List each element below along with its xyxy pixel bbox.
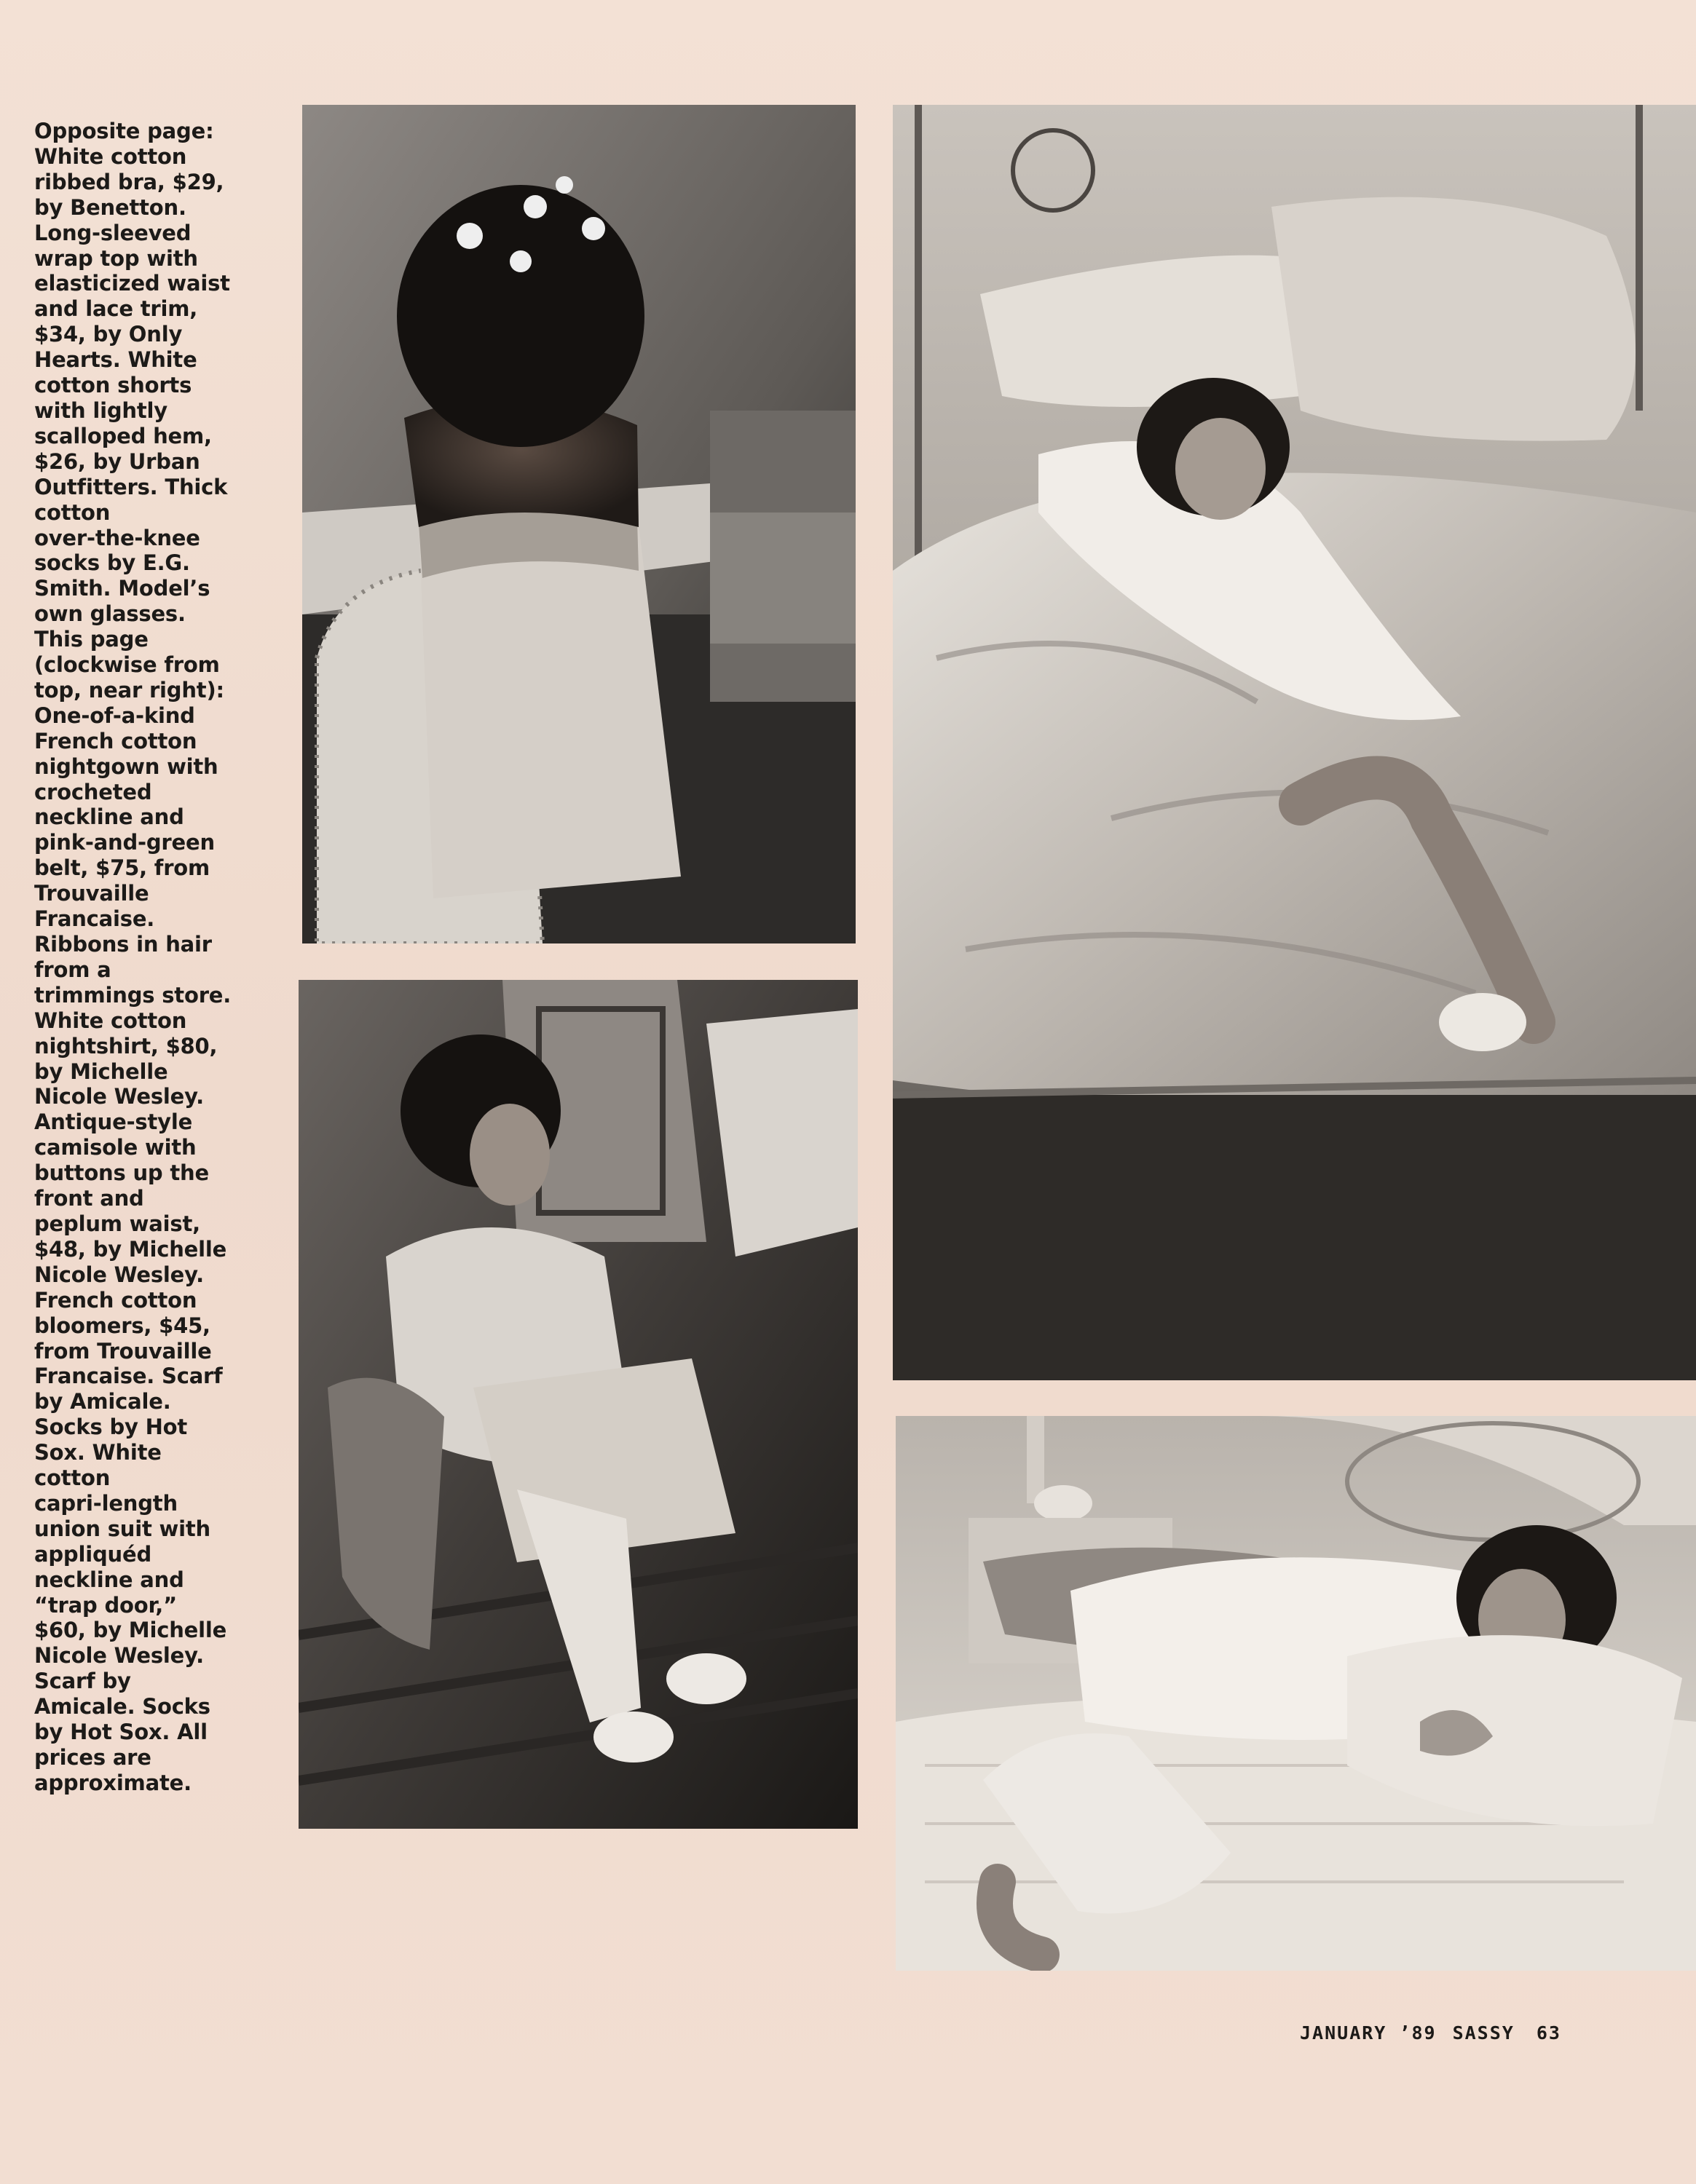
- photo-girl-at-vanity: [302, 105, 856, 943]
- magazine-name: SASSY: [1452, 2022, 1515, 2043]
- photo-caption: Opposite page: White cotton ribbed bra, $29, by Benetton. Long-sleeved wrap top with elasticized waist and lace trim, $34, by Only Hearts. White cotton shorts with lightly scalloped hem, $26, by Urban Outfitters. Thick cotton over-the-knee socks by E.G. Smith. Model’s own glasses. This page (clockwise from top, near right): One-of-a-kind French cotton nightgown with crocheted neckline and pink-and-green belt, $75, from Trouvaille Francaise. Ribbons in hair from a trimmings store. White cotton nightshirt, $80, by Michelle Nicole Wesley. Antique-style camisole with buttons up the front and peplum waist, $48, by Michelle Nicole Wesley. French cotton bloomers, $45, from Trouvaille Francaise. Scarf by Amicale. Socks by Hot Sox. White cotton capri-length union suit with appliquéd neckline and “trap door,” $60, by Michelle Nicole Wesley. Scarf by Amicale. Socks by Hot Sox. All prices are approximate.: [34, 119, 232, 1795]
- page-number: 63: [1536, 2022, 1561, 2043]
- photo-girl-in-bed: [893, 105, 1696, 1380]
- photo-girl-with-pillow: [896, 1416, 1696, 1971]
- photo-girl-reading-on-stairs: [299, 980, 858, 1829]
- issue-date: JANUARY ’89: [1300, 2022, 1437, 2043]
- page-footer: [1300, 2022, 1561, 2043]
